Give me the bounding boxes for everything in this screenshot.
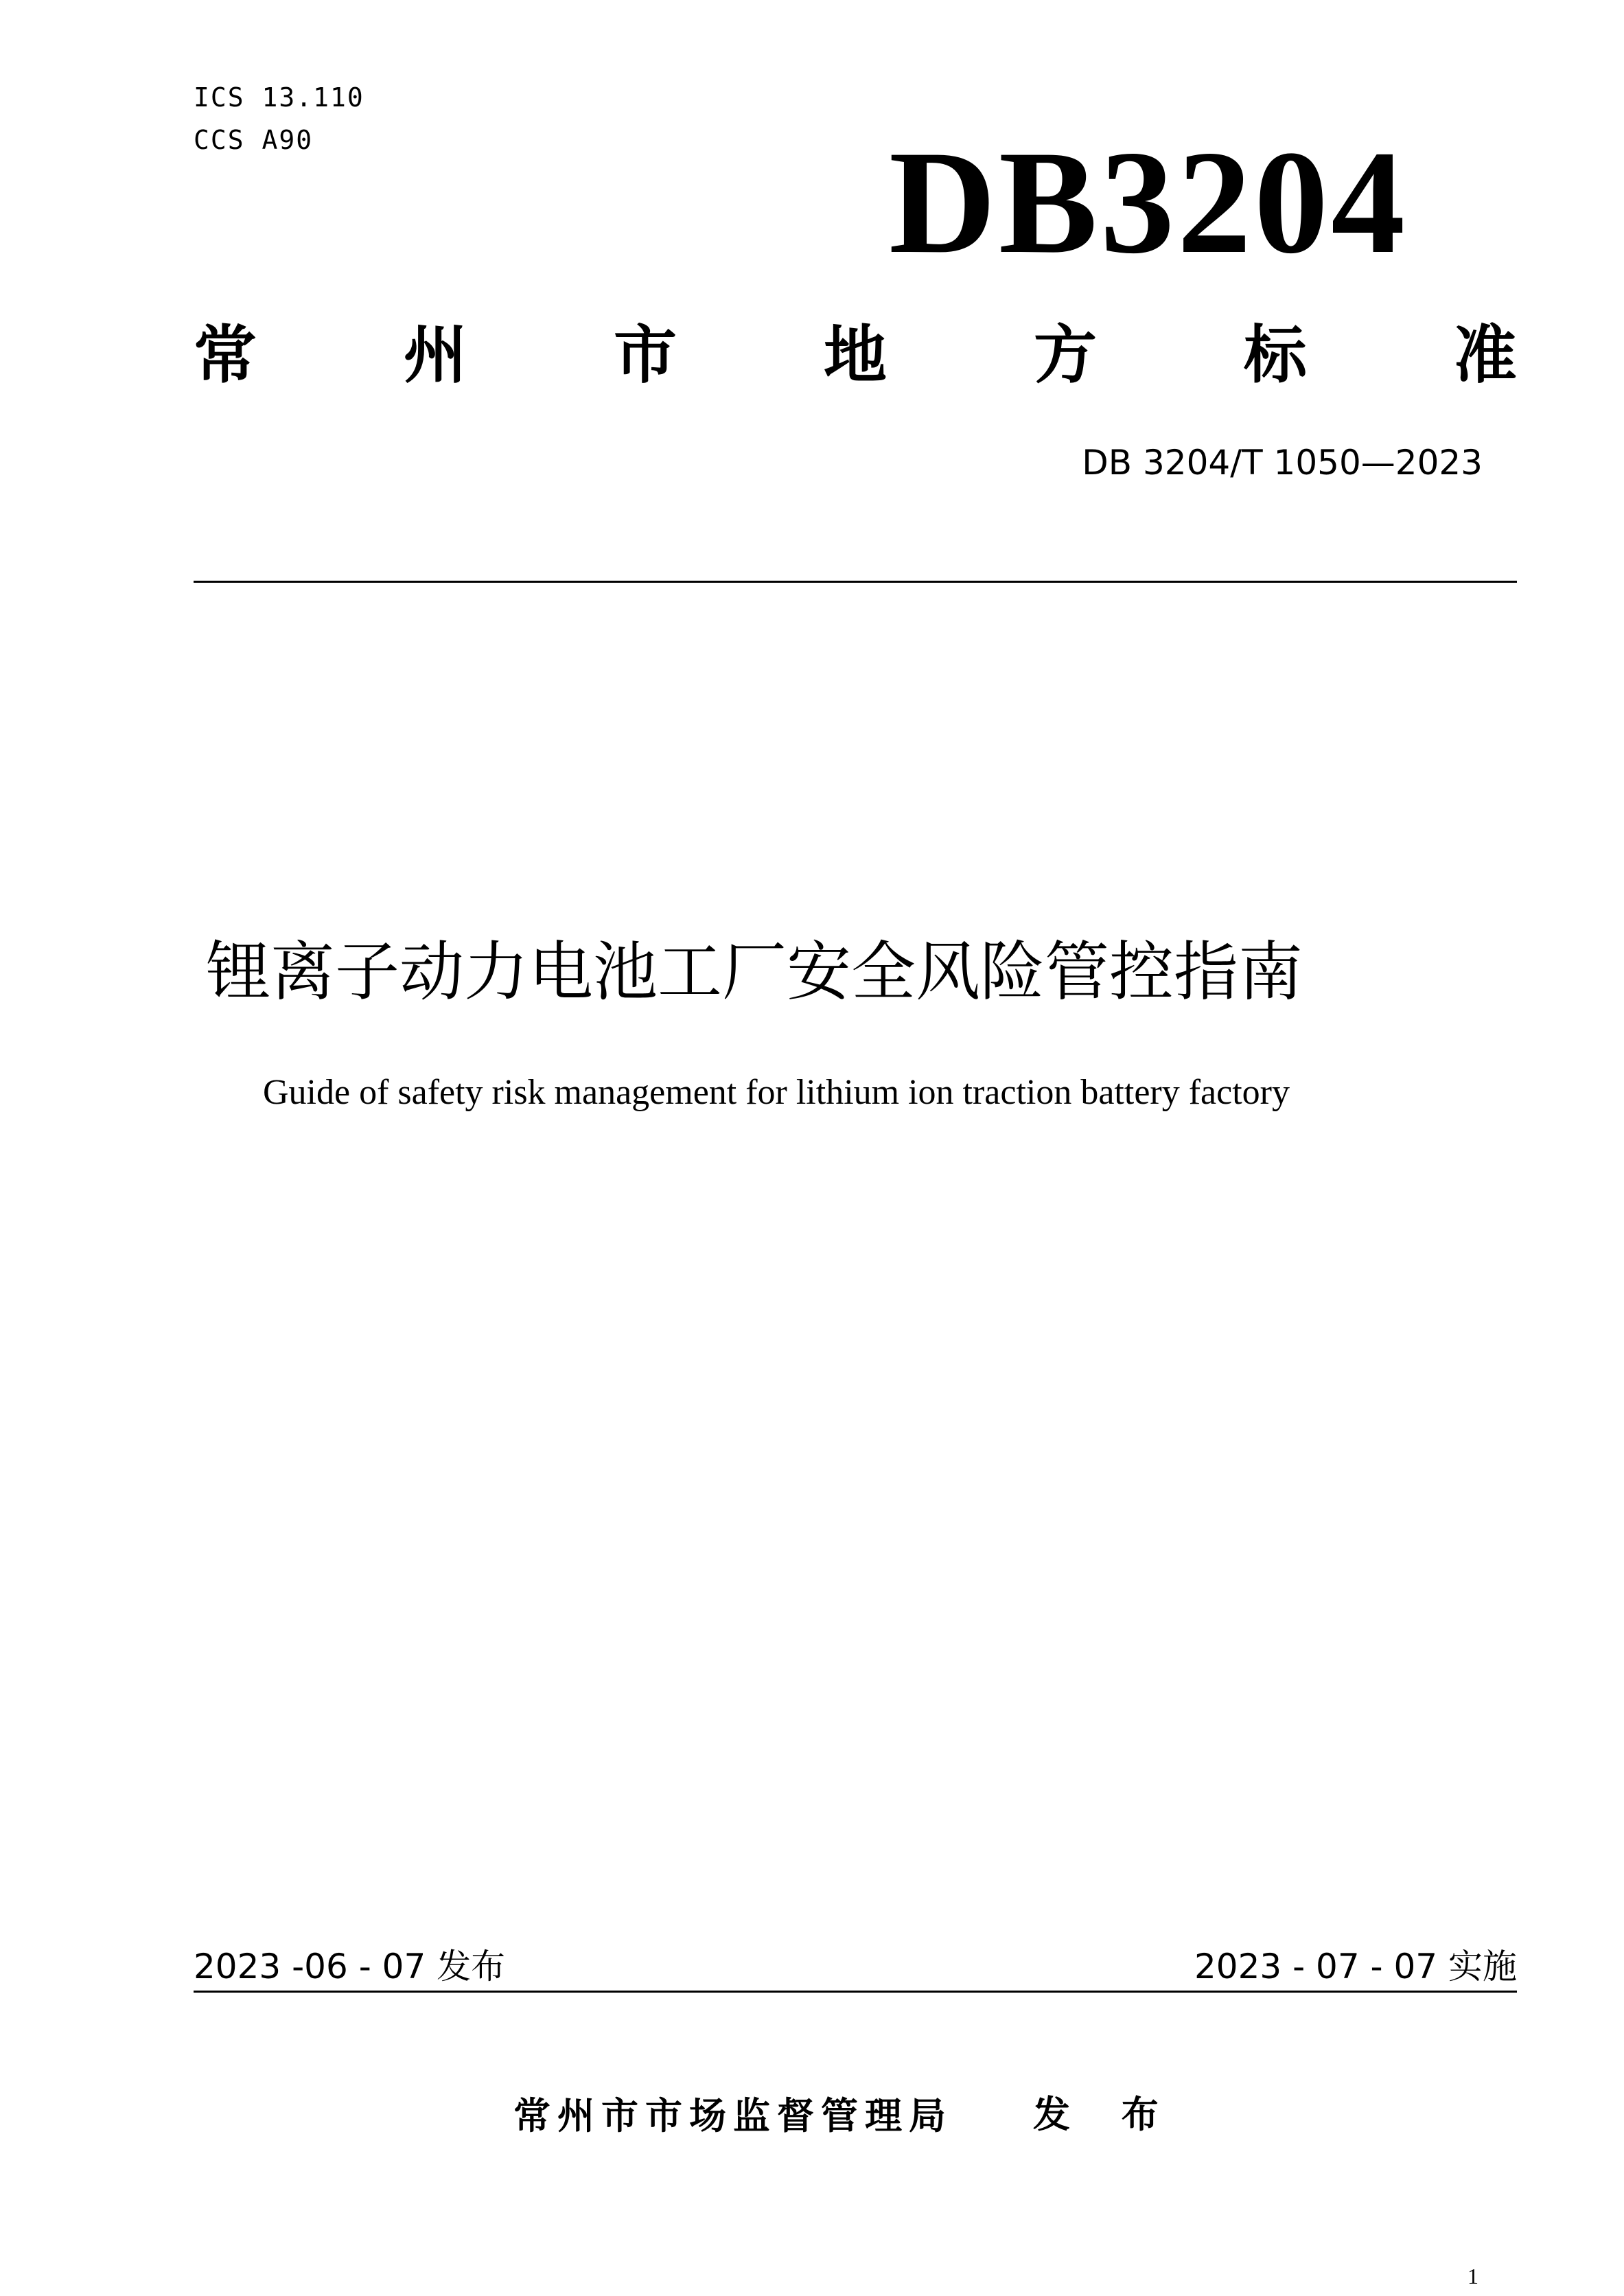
ics-code: ICS 13.110 xyxy=(194,82,364,113)
standard-type-char: 方 xyxy=(1033,318,1097,392)
standard-type-char: 地 xyxy=(823,318,887,392)
issuing-authority: 常州市市场监督管理局 xyxy=(513,2094,953,2137)
ccs-code: CCS A90 xyxy=(194,125,314,155)
standard-number: DB 3204/T 1050—2023 xyxy=(1082,443,1483,483)
bottom-divider xyxy=(194,1991,1517,1993)
standard-type-char: 州 xyxy=(403,318,467,392)
standard-type-char: 标 xyxy=(1243,318,1307,392)
document-title-english: Guide of safety risk management for lithium ion traction battery factory xyxy=(263,1073,1290,1112)
standard-code-heading: DB3204 xyxy=(889,120,1408,284)
issue-label: 发 布 xyxy=(1033,2093,1178,2136)
standard-type-char: 常 xyxy=(194,318,257,392)
standard-type-char: 准 xyxy=(1453,318,1517,392)
page-number: 1 xyxy=(1468,2264,1478,2288)
standard-type-char: 市 xyxy=(613,318,677,392)
top-divider xyxy=(194,581,1517,583)
effective-date: 2023 - 07 - 07 实施 xyxy=(1194,1947,1517,1986)
document-title-chinese: 锂离子动力电池工厂安全风险管控指南 xyxy=(206,935,1303,1010)
standard-type-heading xyxy=(194,318,1517,393)
issue-date: 2023 -06 - 07 发布 xyxy=(194,1947,506,1986)
